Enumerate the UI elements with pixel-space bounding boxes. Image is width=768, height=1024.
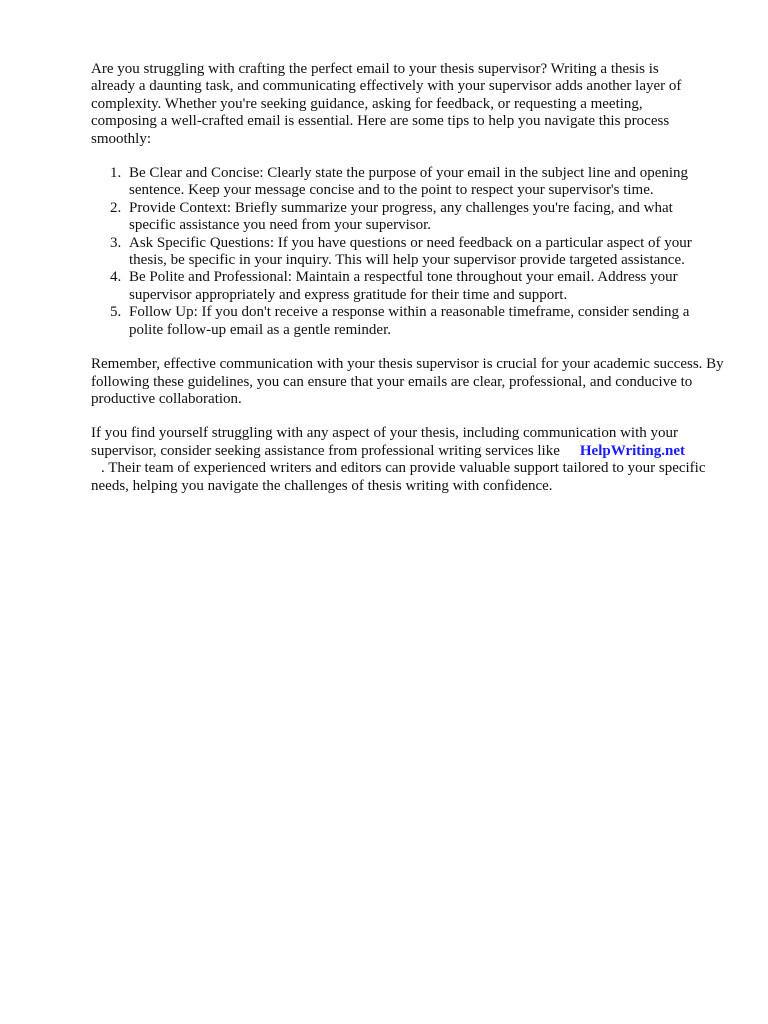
tips-list [91, 165, 731, 339]
list-item [91, 235, 716, 270]
document-page [91, 61, 731, 495]
list-item-number: 5. [110, 304, 122, 321]
list-item-text: Provide Context: Briefly summarize your progress, any challenges you're facing, and what specific assistance you need from your supervisor. [129, 199, 673, 234]
list-item [91, 200, 716, 235]
closing-text-before: If you find yourself struggling with any aspect of your thesis, including communication with your supervisor, consider seeking assistance from professional writing services like [91, 425, 678, 459]
list-item-number: 4. [110, 269, 122, 286]
intro-paragraph: Are you struggling with crafting the perfect email to your thesis supervisor? Writing a thesis is already a daunting task, and communicating effectively with your supervisor adds another layer of complexity. Whether you're seeking guidance, asking for feedback, or requesting a meeting, composing a well-crafted email is essential. Here are some tips to help you navigate this process smoothly: [91, 61, 682, 147]
list-item-number: 2. [110, 199, 122, 216]
list-item-text: Be Clear and Concise: Clearly state the purpose of your email in the subject line and opening sentence. Keep your message concise and to the point to respect your supervisor's time. [129, 165, 689, 199]
list-item-number: 1. [110, 165, 122, 182]
closing-text-after: . Their team of experienced writers and editors can provide valuable support tailored to your specific needs, helping you navigate the challenges of thesis writing with confidence. [91, 460, 706, 494]
list-item [91, 269, 716, 304]
list-item-number: 3. [110, 234, 122, 251]
helpwriting-link[interactable]: HelpWriting.net [579, 442, 686, 459]
list-item [91, 165, 716, 200]
remember-paragraph: Remember, effective communication with your thesis supervisor is crucial for your academic success. By following these guidelines, you can ensure that your emails are clear, professional, and conducive to productive collaboration. [91, 356, 724, 407]
closing-paragraph [91, 425, 706, 495]
list-item-text: Ask Specific Questions: If you have questions or need feedback on a particular aspect of your thesis, be specific in your inquiry. This will help your supervisor provide targeted assistance. [129, 234, 692, 269]
list-item-text: Be Polite and Professional: Maintain a respectful tone throughout your email. Address your supervisor appropriately and express gratitude for their time and support. [129, 269, 678, 303]
list-item [91, 304, 716, 339]
list-item-text: Follow Up: If you don't receive a response within a reasonable timeframe, consider sending a polite follow-up email as a gentle reminder. [129, 304, 690, 338]
